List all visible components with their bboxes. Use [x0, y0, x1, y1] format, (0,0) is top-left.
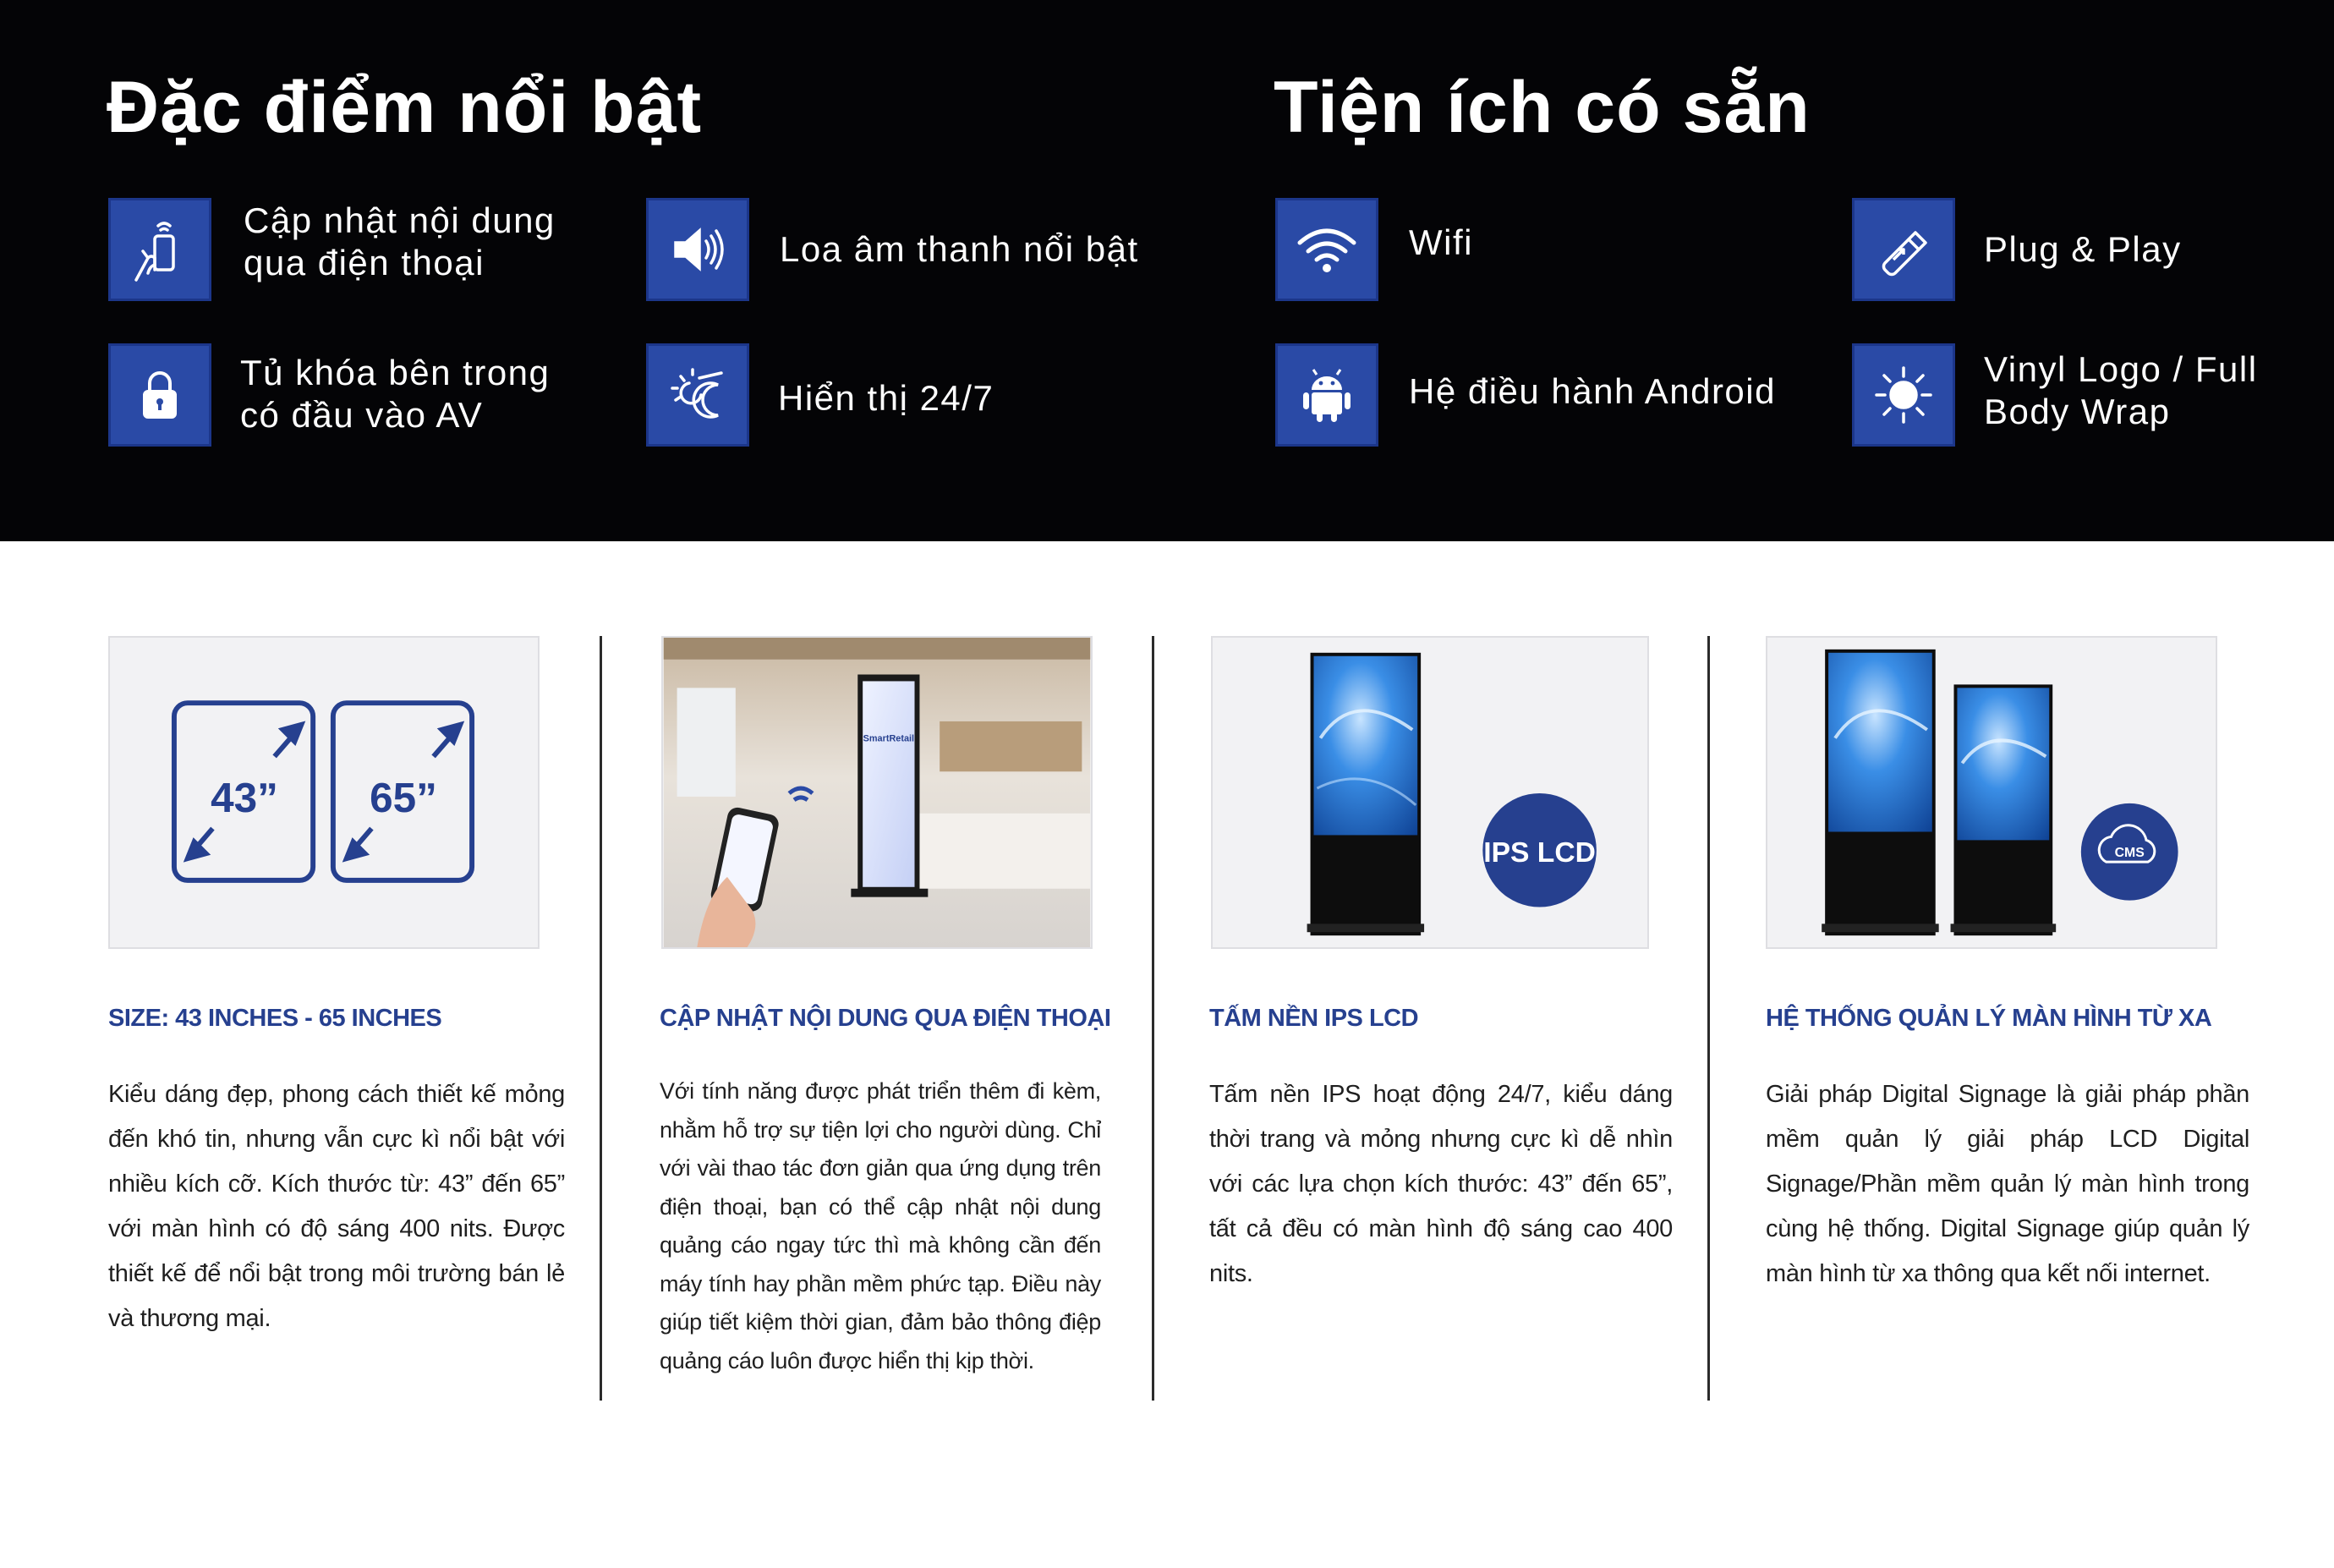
lock-icon: [108, 343, 211, 447]
card-text-ips: Tấm nền IPS hoạt động 24/7, kiểu dáng thời trang và mỏng nhưng cực kì dễ nhìn với các lựa chọn kích thước: 43” đến 65”, tất cả đều có màn hình độ sáng cao 400 nits.: [1209, 1081, 1673, 1287]
cms-illustration: [1766, 636, 2217, 949]
sun-moon-icon: [646, 343, 749, 447]
utility-label-android: Hệ điều hành Android: [1409, 371, 1776, 411]
card-title-phone: CẬP NHẬT NỘI DUNG QUA ĐIỆN THOẠI: [660, 1005, 1111, 1032]
utility-label-vinyl: Vinyl Logo / Full Body Wrap: [1984, 349, 2258, 431]
cms-badge: CMS: [2114, 846, 2145, 861]
card-text-size: Kiểu dáng đẹp, phong cách thiết kế mỏng đến khó tin, nhưng vẫn cực kì nổi bật với nhiều kích cỡ. Kích thước từ: 43” đến 65” với màn hình có độ sáng 400 nits. Được thiết kế để nổi bật trong môi trường bán lẻ và thương mại.: [108, 1081, 565, 1332]
size-illustration: [108, 636, 540, 949]
card-text-phone: Với tính năng được phát triển thêm đi kèm, nhằm hỗ trợ sự tiện lợi cho người dùng. Chỉ với vài thao tác đơn giản qua ứng dụng trên điện thoại, bạn có thể cập nhật nội dung quảng cáo ngay tức thì mà không cần đến máy tính hay phần mềm phức tạp. Điều này giúp tiết kiệm thời gian, đảm bảo thông điệp quảng cáo luôn được hiển thị kịp thời.: [660, 1078, 1101, 1373]
column-divider: [600, 636, 602, 1401]
phone-wifi-icon: [108, 198, 211, 301]
card-title-cms: HỆ THỐNG QUẢN LÝ MÀN HÌNH TỪ XA: [1766, 1005, 2212, 1032]
size-43-label: 43”: [211, 774, 278, 821]
feature-label-speaker: Loa âm thanh nổi bật: [780, 229, 1139, 269]
card-title-size: SIZE: 43 INCHES - 65 INCHES: [108, 1005, 442, 1032]
feature-label-24-7: Hiển thị 24/7: [778, 378, 994, 418]
ips-lcd-illustration: [1211, 636, 1649, 949]
features-banner: [0, 0, 2334, 541]
ips-lcd-badge: IPS LCD: [1483, 837, 1596, 869]
utility-label-plug-play: Plug & Play: [1984, 229, 2182, 269]
speaker-icon: [646, 198, 749, 301]
wifi-icon: [1275, 198, 1378, 301]
features-heading: Đặc điểm nổi bật: [107, 67, 703, 148]
utility-label-wifi: Wifi: [1409, 222, 1473, 262]
size-65-label: 65”: [370, 774, 437, 821]
usb-icon: [1852, 198, 1955, 301]
sun-icon: [1852, 343, 1955, 447]
column-divider: [1152, 636, 1154, 1401]
android-icon: [1275, 343, 1378, 447]
phone-update-photo: [661, 636, 1093, 949]
brand-label: SmartRetail: [863, 733, 915, 744]
feature-label-lock: Tủ khóa bên trong có đầu vào AV: [240, 353, 551, 435]
card-title-ips: TẤM NỀN IPS LCD: [1209, 1005, 1419, 1032]
card-text-cms: Giải pháp Digital Signage là giải pháp phần mềm quản lý giải pháp LCD Digital Signage/Phần mềm quản lý màn hình trong cùng hệ thống. Digital Signage giúp quản lý màn hình từ xa thông qua kết nối internet.: [1766, 1081, 2249, 1287]
utilities-heading: Tiện ích có sẵn: [1274, 67, 1811, 148]
feature-label-phone: Cập nhật nội dung qua điện thoại: [244, 200, 556, 282]
column-divider: [1707, 636, 1710, 1401]
